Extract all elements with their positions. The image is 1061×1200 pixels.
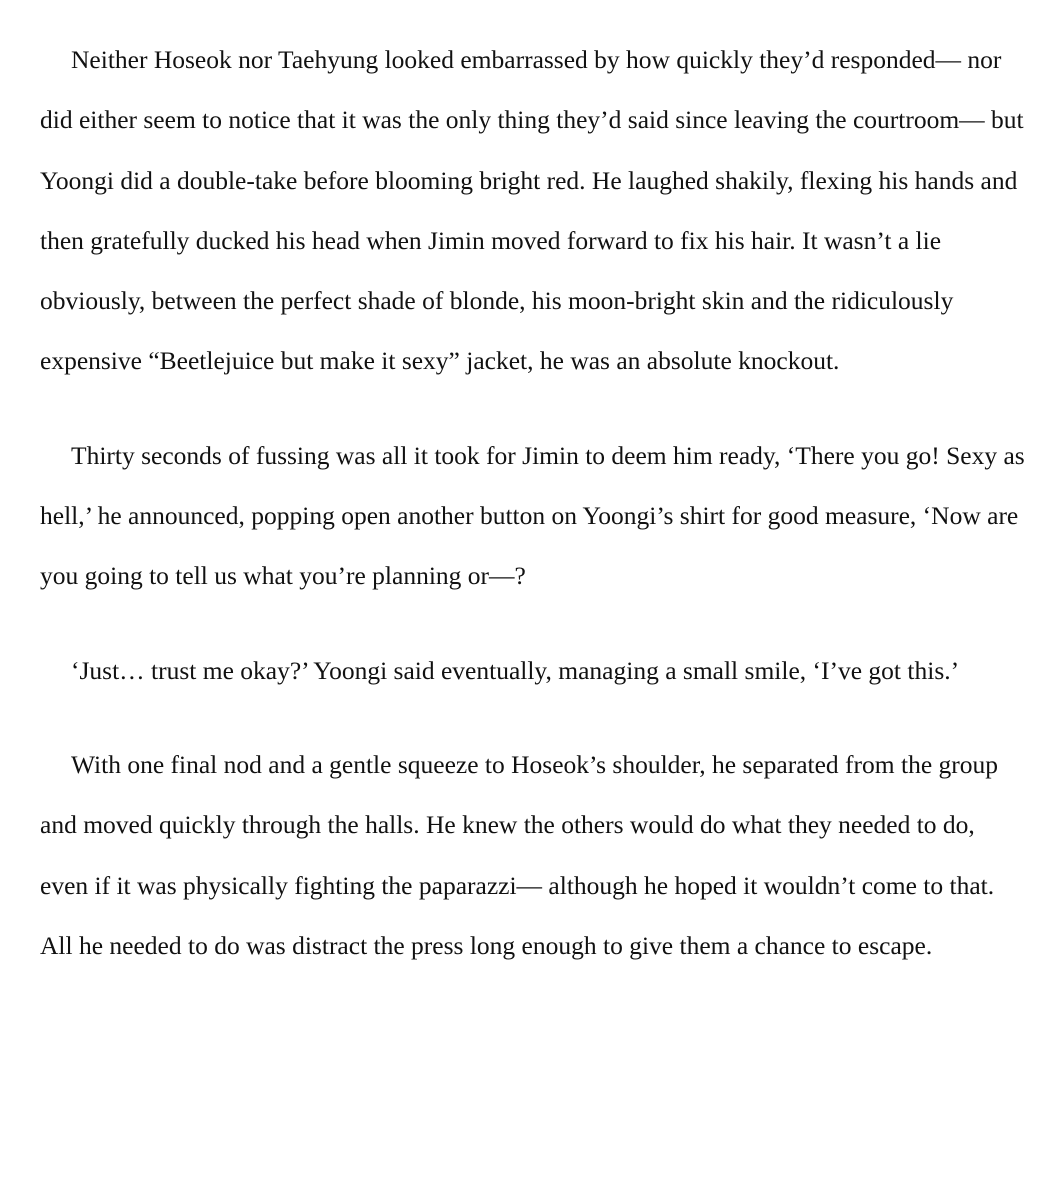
paragraph-1: Neither Hoseok nor Taehyung looked embarrassed by how quickly they’d responded— nor did either seem to notice that it was the only thing they’d said since leaving the courtroom— but Yoongi did a double-take before blooming bright red. He laughed shakily, flexing his hands and then gratefully ducked his head when Jimin moved forward to fix his hair. It wasn’t a lie obviously, between the perfect shade of blonde, his moon-bright skin and the ridiculously expensive “Beetlejuice but make it sexy” jacket, he was an absolute knockout. bbox=[40, 45, 1024, 376]
paragraph-4: With one final nod and a gentle squeeze to Hoseok’s shoulder, he separated from the group and moved quickly through the halls. He knew the others would do what they needed to do, even if it was physically fighting the paparazzi— although he hoped it wouldn’t come to that. All he needed to do was distract the press long enough to give them a chance to escape. bbox=[40, 749, 999, 960]
paragraph-2: Thirty seconds of fussing was all it took for Jimin to deem him ready, ‘There you go! Sexy as hell,’ he announced, popping open another button on Yoongi’s shirt for good measure, ‘Now are you going to tell us what you’re planning or—? bbox=[40, 440, 1025, 591]
paragraph-3: ‘Just… trust me okay?’ Yoongi said eventually, managing a small smile, ‘I’ve got this.’ bbox=[71, 655, 960, 685]
